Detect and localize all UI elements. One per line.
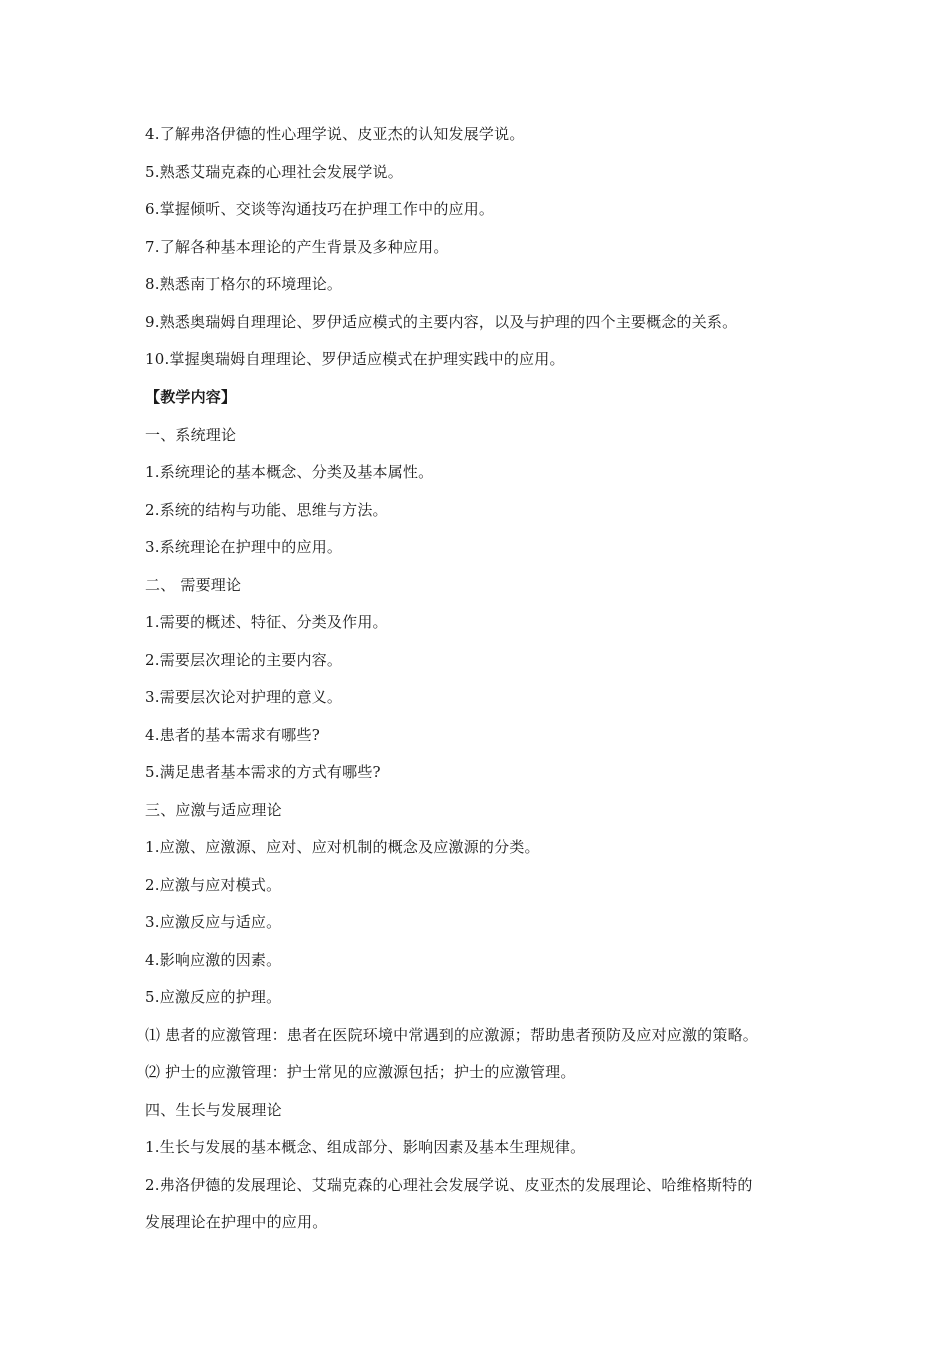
section-heading-needs-theory: 二、 需要理论: [145, 576, 242, 594]
list-item: 1.系统理论的基本概念、分类及基本属性。: [145, 463, 434, 481]
list-item: 2.弗洛伊德的发展理论、艾瑞克森的心理社会发展学说、皮亚杰的发展理论、哈维格斯特的: [145, 1176, 753, 1194]
sub-list-item: ⑴ 患者的应激管理：患者在医院环境中常遇到的应激源；帮助患者预防及应对应激的策略。: [145, 1026, 758, 1044]
list-item: 4.影响应激的因素。: [145, 951, 282, 969]
objective-item-10: 10.掌握奥瑞姆自理理论、罗伊适应模式在护理实践中的应用。: [145, 350, 565, 368]
objective-item-7: 7.了解各种基本理论的产生背景及多种应用。: [145, 238, 449, 256]
objective-item-8: 8.熟悉南丁格尔的环境理论。: [145, 275, 343, 293]
section-heading-stress-adaptation-theory: 三、应激与适应理论: [145, 801, 282, 819]
section-heading-growth-development-theory: 四、生长与发展理论: [145, 1101, 282, 1119]
list-item: 2.应激与应对模式。: [145, 876, 282, 894]
list-item: 1.生长与发展的基本概念、组成部分、影响因素及基本生理规律。: [145, 1138, 586, 1156]
objective-item-9: 9.熟悉奥瑞姆自理理论、罗伊适应模式的主要内容，以及与护理的四个主要概念的关系。: [145, 313, 738, 331]
list-item: 3.需要层次论对护理的意义。: [145, 688, 343, 706]
section-heading-systems-theory: 一、系统理论: [145, 426, 237, 444]
list-item: 1.需要的概述、特征、分类及作用。: [145, 613, 388, 631]
objective-item-6: 6.掌握倾听、交谈等沟通技巧在护理工作中的应用。: [145, 200, 495, 218]
list-item: 2.需要层次理论的主要内容。: [145, 651, 343, 669]
list-item: 3.应激反应与适应。: [145, 913, 282, 931]
list-item: 5.满足患者基本需求的方式有哪些?: [145, 763, 381, 781]
list-item: 4.患者的基本需求有哪些?: [145, 726, 320, 744]
list-item: 2.系统的结构与功能、思维与方法。: [145, 501, 388, 519]
sub-list-item: ⑵ 护士的应激管理：护士常见的应激源包括；护士的应激管理。: [145, 1063, 576, 1081]
list-item: 3.系统理论在护理中的应用。: [145, 538, 343, 556]
objective-item-5: 5.熟悉艾瑞克森的心理社会发展学说。: [145, 163, 403, 181]
list-item: 1.应激、应激源、应对、应对机制的概念及应激源的分类。: [145, 838, 540, 856]
objective-item-4: 4.了解弗洛伊德的性心理学说、皮亚杰的认知发展学说。: [145, 125, 525, 143]
section-heading-teaching-content: 【教学内容】: [145, 388, 237, 406]
list-item: 5.应激反应的护理。: [145, 988, 282, 1006]
list-item-continuation: 发展理论在护理中的应用。: [145, 1213, 328, 1231]
